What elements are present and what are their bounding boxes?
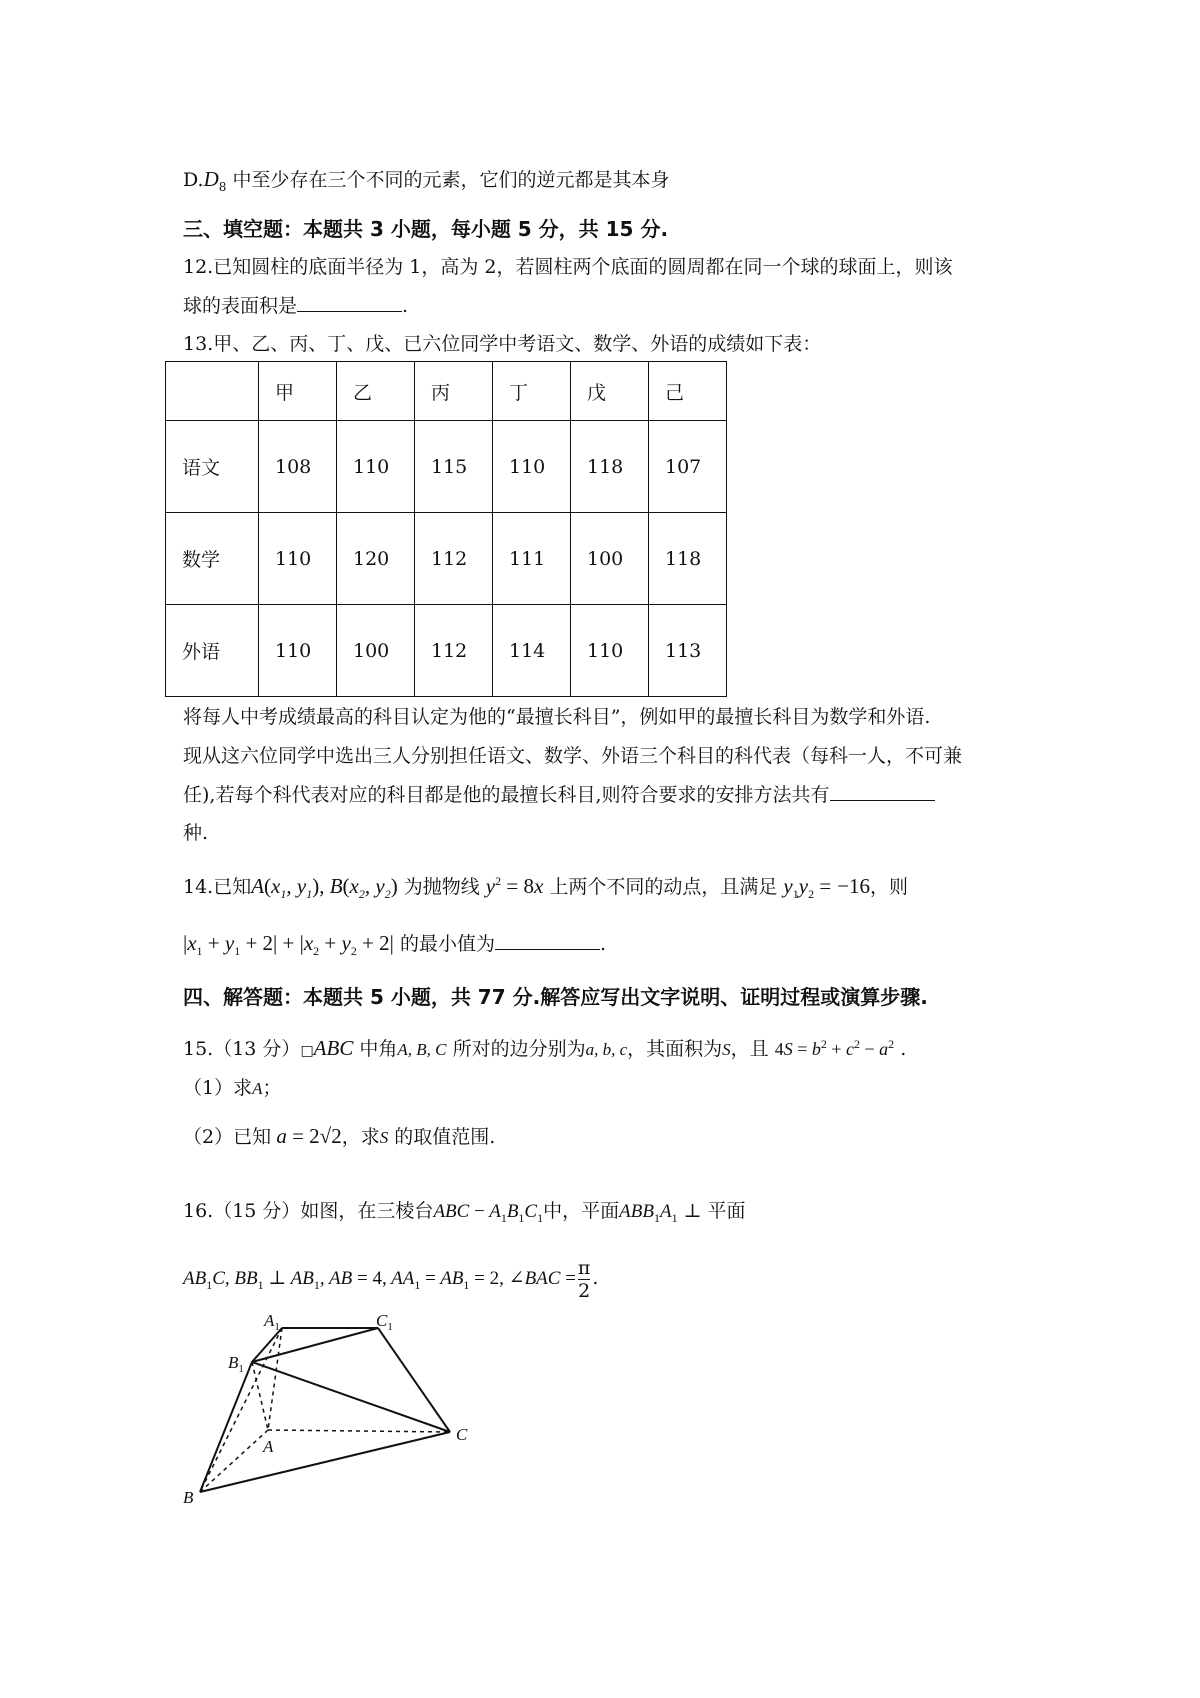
table-header-row xyxy=(166,362,727,421)
table-header-cell: 乙 xyxy=(337,362,415,421)
question-13-intro: 13.甲、乙、丙、丁、戊、已六位同学中考语文、数学、外语的成绩如下表： xyxy=(183,333,822,355)
question-13-para-1: 将每人中考成绩最高的科目认定为他的“最擅长科目”，例如甲的最擅长科目为数学和外语. xyxy=(183,706,931,728)
table-cell: 112 xyxy=(415,513,493,605)
table-cell: 118 xyxy=(649,513,727,605)
answer-blank xyxy=(495,931,600,950)
dashed-a-b xyxy=(200,1430,268,1492)
section-4-heading: 四、解答题：本题共 5 小题，共 77 分.解答应写出文字说明、证明过程或演算步骤. xyxy=(183,985,928,1009)
table-header-cell: 己 xyxy=(649,362,727,421)
label-c1: $C_1$ xyxy=(376,1311,393,1333)
label-a1: $A_1$ xyxy=(264,1311,280,1333)
scores-table xyxy=(165,361,727,697)
points-expression: $A(x_1$, $y_1$), $B(x_2$, $y_2$) xyxy=(251,874,398,902)
frustum-expression: ABC − $A_1B_1C_1$ xyxy=(433,1201,544,1225)
edge-b1-c1 xyxy=(252,1328,378,1362)
plane-1-expression: $ABB_1A_1$ xyxy=(619,1201,678,1225)
question-12-line-1: 12.已知圆柱的底面半径为 1，高为 2，若圆柱两个底面的圆周都在同一个球的球面上，则该 xyxy=(183,256,953,278)
edge-c1-c xyxy=(378,1328,450,1432)
table-cell: 110 xyxy=(259,605,337,697)
table-cell: 100 xyxy=(337,605,415,697)
table-row xyxy=(166,605,727,697)
question-14-line-1: 14.已知$A(x_1$, $y_1$), $B(x_2$, $y_2$) 为抛物线 $y^2 = 8x$ 上两个不同的动点，且满足 $y_1y_2 = -16$，则 xyxy=(183,874,909,902)
parabola-expression: $y^2 = 8x$ xyxy=(485,874,544,898)
edge-b1-c xyxy=(252,1362,450,1432)
answer-blank xyxy=(830,782,935,801)
question-15-line-1: 15.（13 分）□ABC 中角A, B, C 所对的边分别为a, b, c，其面积为S，且 $4S = b^2 + c^2 - a^2$ . xyxy=(183,1036,907,1060)
question-13-para-3: 任),若每个科代表对应的科目都是他的最擅长科目,则符合要求的安排方法共有 xyxy=(183,776,1033,814)
label-b: B xyxy=(183,1488,194,1505)
table-header-cell: 丙 xyxy=(415,362,493,421)
question-12-line-2: 球的表面积是 . xyxy=(183,295,409,317)
conditions-expression: $AB_1C$, $BB_1$ ⊥ $AB_1$, AB = 4, $AA_1 = AB_1 = 2$, ∠BAC = xyxy=(183,1268,576,1292)
table-row xyxy=(166,421,727,513)
question-16-line-2: $AB_1C$, $BB_1$ ⊥ $AB_1$, AB = 4, $AA_1 = AB_1 = 2$, ∠BAC = $\frac{\pi}{2}$ . xyxy=(183,1256,599,1302)
table-cell: 110 xyxy=(337,421,415,513)
question-14-line-2: $|x_1 + y_1 + 2| + |x_2 + y_2 + 2|$ 的最小值为 . xyxy=(183,931,607,959)
perpendicular-icon: ⊥ xyxy=(683,1200,702,1222)
table-corner-cell xyxy=(166,362,259,421)
table-cell: 120 xyxy=(337,513,415,605)
label-a: A xyxy=(263,1437,274,1456)
table-row xyxy=(166,513,727,605)
question-15-part-2: （2）已知 a = 2√2，求S 的取值范围. xyxy=(183,1124,496,1148)
table-cell: 110 xyxy=(259,513,337,605)
product-expression: $y_1y_2$ = xyxy=(783,874,832,902)
table-cell: 115 xyxy=(415,421,493,513)
table-cell: 107 xyxy=(649,421,727,513)
area-equation: $4S = b^2 + c^2 - a^2$ xyxy=(774,1037,895,1059)
table-cell: 108 xyxy=(259,421,337,513)
answer-blank xyxy=(297,293,402,312)
table-cell: 114 xyxy=(493,605,571,697)
table-cell: 110 xyxy=(493,421,571,513)
question-15-part-1: （1）求A； xyxy=(183,1077,282,1099)
table-cell: 100 xyxy=(571,513,649,605)
sum-expression: $|x_1 + y_1 + 2| + |x_2 + y_2 + 2|$ xyxy=(183,931,394,959)
edge-b-c xyxy=(200,1432,450,1492)
dashed-a1-b xyxy=(200,1328,282,1492)
question-13-para-4: 种. xyxy=(183,822,209,844)
question-16-line-1: 16.（15 分）如图，在三棱台ABC − $A_1B_1C_1$中，平面$ABB_1A_1$ ⊥ 平面 xyxy=(183,1200,746,1225)
section-3-heading: 三、填空题：本题共 3 小题，每小题 5 分，共 15 分. xyxy=(183,217,669,241)
table-row-header: 数学 xyxy=(166,513,259,605)
label-b1: $B_1$ xyxy=(228,1353,244,1375)
side-value-expression: a = 2√2 xyxy=(271,1124,342,1148)
table-header-cell: 丁 xyxy=(493,362,571,421)
table-cell: 112 xyxy=(415,605,493,697)
table-cell: 111 xyxy=(493,513,571,605)
table-cell: 118 xyxy=(571,421,649,513)
option-d: $D.D_8$ 中至少存在三个不同的元素，它们的逆元都是其本身 xyxy=(183,167,670,194)
frustum-figure xyxy=(170,1305,490,1505)
dashed-a-c xyxy=(268,1430,450,1432)
table-row-header: 语文 xyxy=(166,421,259,513)
triangle-symbol-icon: □ xyxy=(300,1043,314,1059)
pi-over-two-fraction: $\frac{\pi}{2}$ xyxy=(577,1256,591,1302)
table-row-header: 外语 xyxy=(166,605,259,697)
table-cell: 113 xyxy=(649,605,727,697)
table-header-cell: 戊 xyxy=(571,362,649,421)
table-cell: 110 xyxy=(571,605,649,697)
edge-b1-b xyxy=(200,1362,252,1492)
label-c: C xyxy=(456,1425,468,1444)
question-13-para-2: 现从这六位同学中选出三人分别担任语文、数学、外语三个科目的科代表（每科一人，不可兼 xyxy=(183,745,963,767)
table-header-cell: 甲 xyxy=(259,362,337,421)
